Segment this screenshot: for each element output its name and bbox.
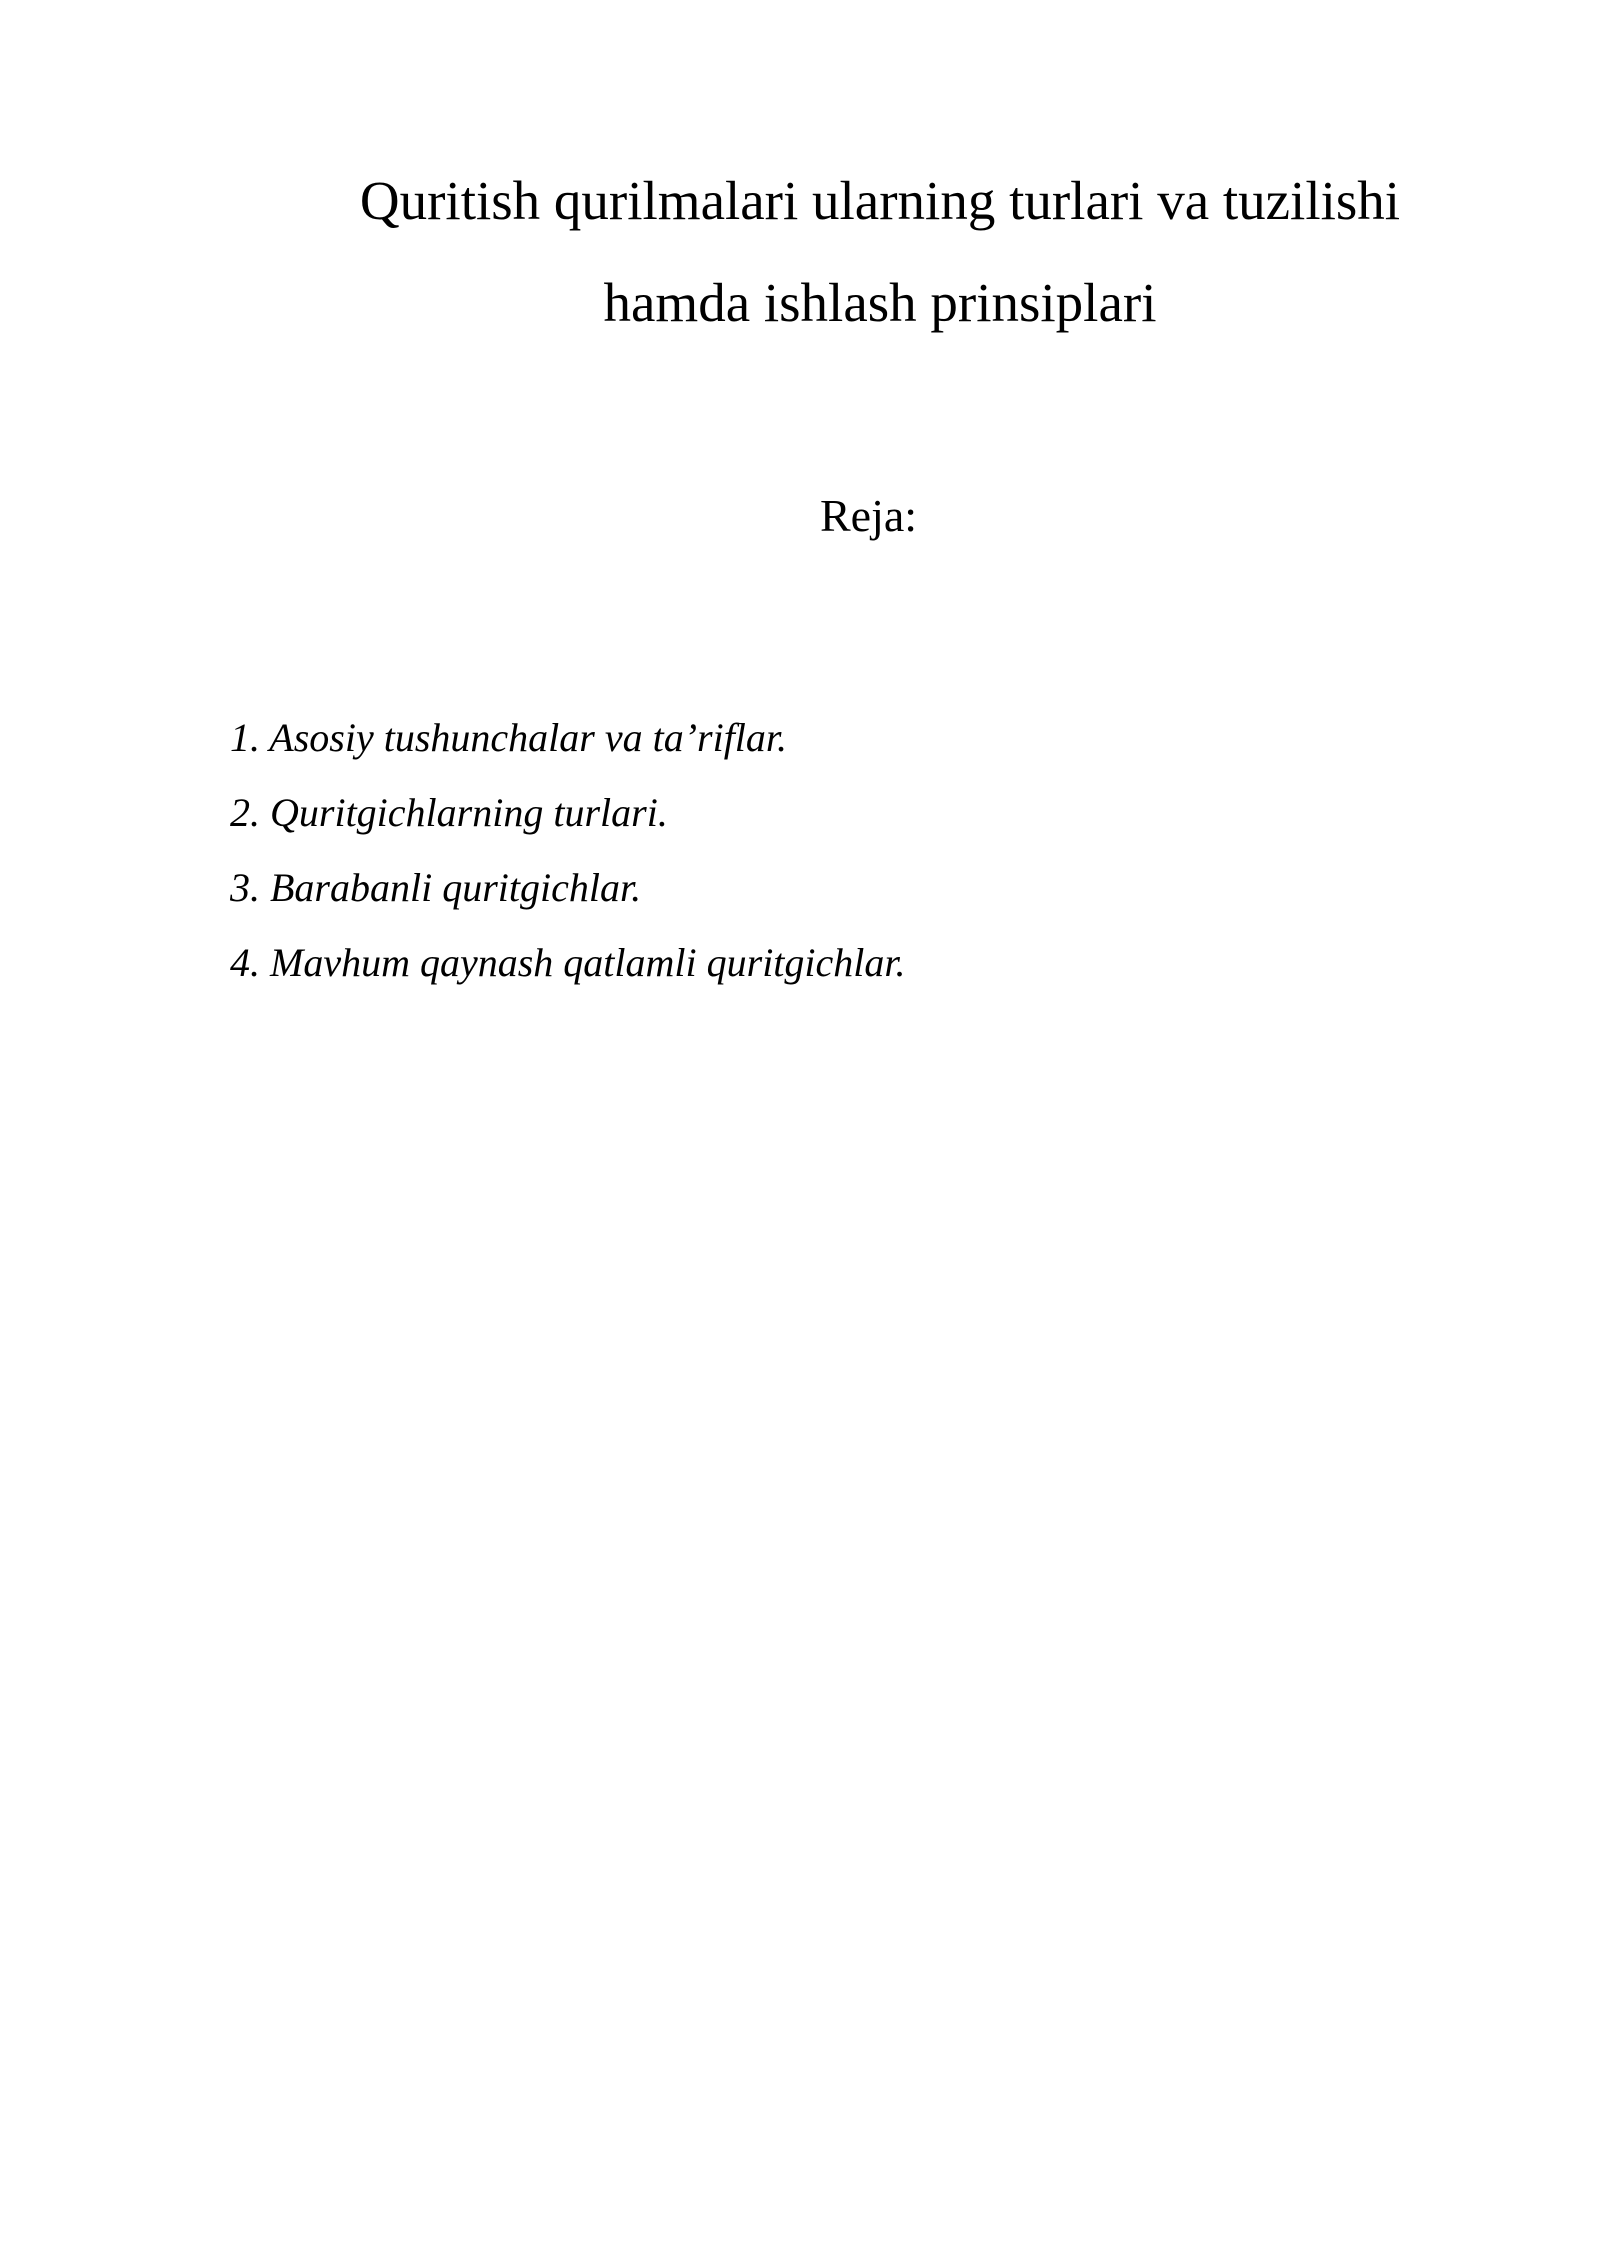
plan-item: 3. Barabanli quritgichlar.: [230, 865, 642, 910]
document-title: [320, 150, 1440, 354]
title-line-1: Quritish qurilmalari ularning turlari va tuzilishi: [359, 170, 1401, 231]
plan-item: 1. Asosiy tushunchalar va ta’riflar.: [230, 715, 788, 760]
plan-list: [230, 700, 906, 1000]
title-line-2: hamda ishlash prinsiplari: [603, 272, 1157, 333]
plan-item: 2. Quritgichlarning turlari.: [230, 790, 668, 835]
plan-heading: Reja:: [820, 490, 918, 541]
plan-item: 4. Mavhum qaynash qatlamli quritgichlar.: [230, 940, 906, 985]
